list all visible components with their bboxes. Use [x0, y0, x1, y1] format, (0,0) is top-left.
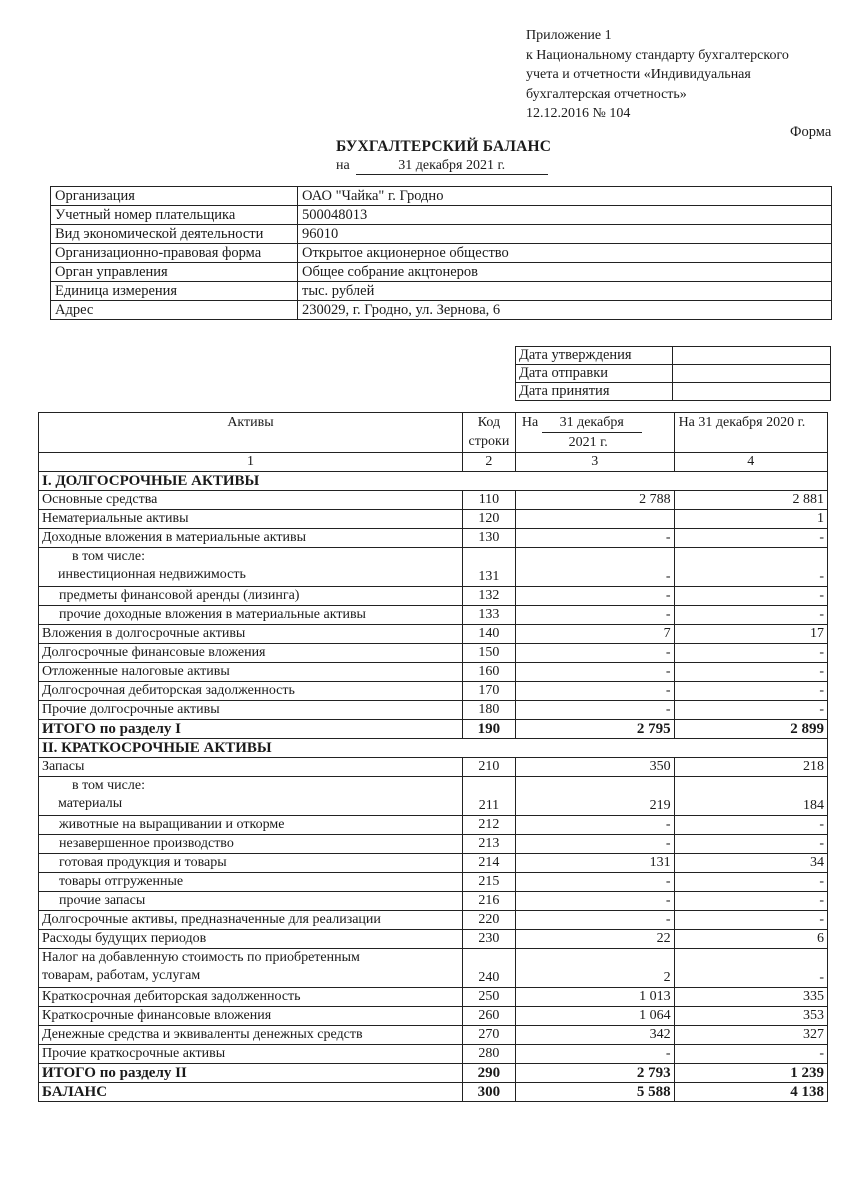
row-name: Краткосрочные финансовые вложения	[39, 1007, 463, 1026]
row-current: -	[515, 644, 674, 663]
row-current: 219	[515, 777, 674, 816]
row-previous: 6	[674, 930, 827, 949]
table-row	[39, 548, 828, 587]
date-prefix: на	[336, 158, 350, 173]
row-previous: 17	[674, 625, 827, 644]
date-value: 31 декабря 2021 г.	[356, 158, 548, 175]
row-name: ИТОГО по разделу II	[39, 1064, 463, 1083]
table-row	[39, 758, 828, 777]
header-previous-period: На 31 декабря 2020 г.	[674, 413, 827, 453]
dates-table	[515, 346, 831, 401]
row-current: -	[515, 873, 674, 892]
date-row	[516, 347, 831, 365]
row-previous: 335	[674, 988, 827, 1007]
row-name: Отложенные налоговые активы	[39, 663, 463, 682]
appendix-line: к Национальному стандарту бухгалтерского	[526, 47, 789, 63]
row-current: 5 588	[515, 1083, 674, 1102]
table-row	[39, 873, 828, 892]
row-code: 120	[463, 510, 516, 529]
row-current: -	[515, 663, 674, 682]
table-row	[39, 777, 828, 816]
appendix-line: бухгалтерская отчетность»	[526, 86, 687, 102]
row-previous: -	[674, 701, 827, 720]
row-code: 216	[463, 892, 516, 911]
org-label: Организационно-правовая форма	[51, 244, 298, 263]
row-current: -	[515, 606, 674, 625]
table-row	[39, 892, 828, 911]
form-label: Форма	[790, 124, 832, 140]
table-row	[39, 606, 828, 625]
row-previous: 34	[674, 854, 827, 873]
date-row	[516, 365, 831, 383]
row-previous: -	[674, 548, 827, 587]
row-previous: 2 899	[674, 720, 827, 739]
header-row	[39, 413, 828, 453]
row-current	[515, 510, 674, 529]
org-value: Общее собрание акцтонеров	[298, 263, 832, 282]
row-code: 160	[463, 663, 516, 682]
row-current: 2	[515, 949, 674, 988]
table-row	[39, 835, 828, 854]
row-name: Долгосрочные активы, предназначенные для реализации	[39, 911, 463, 930]
date-field	[673, 383, 831, 401]
row-code: 250	[463, 988, 516, 1007]
header-col3-year: 2021 г.	[568, 435, 608, 450]
section-1-title: I. ДОЛГОСРОЧНЫЕ АКТИВЫ	[39, 472, 828, 491]
row-code: 170	[463, 682, 516, 701]
row-name: прочие запасы	[39, 892, 463, 911]
header-col3-prefix: На	[521, 415, 539, 430]
org-label: Учетный номер плательщика	[51, 206, 298, 225]
row-name: Прочие долгосрочные активы	[39, 701, 463, 720]
row-name	[39, 949, 463, 988]
org-value: тыс. рублей	[298, 282, 832, 301]
row-current: -	[515, 835, 674, 854]
row-current: 131	[515, 854, 674, 873]
row-previous: -	[674, 911, 827, 930]
row-previous: -	[674, 1045, 827, 1064]
date-row	[516, 383, 831, 401]
row-name: Долгосрочная дебиторская задолженность	[39, 682, 463, 701]
row-previous: 218	[674, 758, 827, 777]
row-code: 212	[463, 816, 516, 835]
table-row	[39, 625, 828, 644]
row-code: 150	[463, 644, 516, 663]
row-name: Денежные средства и эквиваленты денежных средств	[39, 1026, 463, 1045]
org-row	[51, 187, 832, 206]
column-number: 3	[515, 453, 674, 472]
row-current: -	[515, 548, 674, 587]
row-current: 22	[515, 930, 674, 949]
row-previous: 1	[674, 510, 827, 529]
table-row	[39, 930, 828, 949]
org-value: Открытое акционерное общество	[298, 244, 832, 263]
org-value: ОАО "Чайка" г. Гродно	[298, 187, 832, 206]
column-numbers-row	[39, 453, 828, 472]
row-current: -	[515, 682, 674, 701]
row-code: 210	[463, 758, 516, 777]
row-code: 211	[463, 777, 516, 816]
total-row	[39, 1064, 828, 1083]
org-row	[51, 244, 832, 263]
table-row	[39, 510, 828, 529]
row-code: 110	[463, 491, 516, 510]
document-title: БУХГАЛТЕРСКИЙ БАЛАНС	[336, 138, 552, 155]
date-label: Дата принятия	[516, 383, 673, 401]
row-previous: -	[674, 529, 827, 548]
table-row	[39, 682, 828, 701]
column-number: 4	[674, 453, 827, 472]
row-current: 1 064	[515, 1007, 674, 1026]
balance-sheet-table	[38, 412, 828, 1102]
row-current: 2 788	[515, 491, 674, 510]
row-name: прочие доходные вложения в материальные активы	[39, 606, 463, 625]
section-header-row	[39, 472, 828, 491]
row-previous: 1 239	[674, 1064, 827, 1083]
table-row	[39, 1026, 828, 1045]
row-current: -	[515, 701, 674, 720]
row-name: ИТОГО по разделу I	[39, 720, 463, 739]
row-name: Расходы будущих периодов	[39, 930, 463, 949]
row-name	[39, 777, 463, 816]
row-name: Прочие краткосрочные активы	[39, 1045, 463, 1064]
org-label: Организация	[51, 187, 298, 206]
row-current: -	[515, 1045, 674, 1064]
org-label: Вид экономической деятельности	[51, 225, 298, 244]
row-previous: 4 138	[674, 1083, 827, 1102]
row-code: 180	[463, 701, 516, 720]
row-previous: 184	[674, 777, 827, 816]
org-row	[51, 282, 832, 301]
org-row	[51, 301, 832, 320]
row-name-text: инвестиционная недвижимость	[58, 567, 246, 582]
row-code: 230	[463, 930, 516, 949]
row-previous: -	[674, 892, 827, 911]
header-assets: Активы	[39, 413, 463, 453]
row-code: 240	[463, 949, 516, 988]
org-value: 230029, г. Гродно, ул. Зернова, 6	[298, 301, 832, 320]
table-row	[39, 491, 828, 510]
row-code: 130	[463, 529, 516, 548]
org-value: 500048013	[298, 206, 832, 225]
row-name: животные на выращивании и откорме	[39, 816, 463, 835]
org-label: Единица измерения	[51, 282, 298, 301]
row-current: 2 795	[515, 720, 674, 739]
row-previous: -	[674, 663, 827, 682]
date-field	[673, 347, 831, 365]
row-current: -	[515, 892, 674, 911]
org-label: Адрес	[51, 301, 298, 320]
balance-total-row	[39, 1083, 828, 1102]
appendix-line: Приложение 1	[526, 28, 612, 43]
row-code: 215	[463, 873, 516, 892]
row-code: 300	[463, 1083, 516, 1102]
row-name: Долгосрочные финансовые вложения	[39, 644, 463, 663]
appendix-line: учета и отчетности «Индивидуальная	[526, 67, 751, 82]
row-name: Основные средства	[39, 491, 463, 510]
row-code: 190	[463, 720, 516, 739]
row-code: 260	[463, 1007, 516, 1026]
row-name	[39, 548, 463, 587]
section-2-title: II. КРАТКОСРОЧНЫЕ АКТИВЫ	[39, 739, 828, 758]
column-number: 1	[39, 453, 463, 472]
row-code: 214	[463, 854, 516, 873]
table-row	[39, 854, 828, 873]
table-row	[39, 644, 828, 663]
appendix-line: 12.12.2016 № 104	[526, 106, 631, 121]
row-previous: -	[674, 606, 827, 625]
row-code: 220	[463, 911, 516, 930]
header-code-line2: строки	[468, 434, 510, 449]
row-name: Краткосрочная дебиторская задолженность	[39, 988, 463, 1007]
header-code	[463, 413, 516, 453]
row-name: предметы финансовой аренды (лизинга)	[39, 587, 463, 606]
row-previous: -	[674, 816, 827, 835]
row-name: Вложения в долгосрочные активы	[39, 625, 463, 644]
row-code: 213	[463, 835, 516, 854]
org-value: 96010	[298, 225, 832, 244]
table-row	[39, 911, 828, 930]
row-previous: -	[674, 682, 827, 701]
row-previous: 2 881	[674, 491, 827, 510]
column-number: 2	[463, 453, 516, 472]
table-row	[39, 1045, 828, 1064]
row-code: 132	[463, 587, 516, 606]
row-current: -	[515, 587, 674, 606]
table-row	[39, 587, 828, 606]
row-previous: -	[674, 587, 827, 606]
row-name: БАЛАНС	[39, 1083, 463, 1102]
appendix-reference	[526, 26, 789, 124]
row-name: готовая продукция и товары	[39, 854, 463, 873]
organization-info-table	[50, 186, 832, 320]
row-previous: 327	[674, 1026, 827, 1045]
row-name: Нематериальные активы	[39, 510, 463, 529]
table-row	[39, 816, 828, 835]
row-current: -	[515, 816, 674, 835]
including-label: в том числе:	[72, 549, 145, 564]
row-previous: -	[674, 644, 827, 663]
row-code: 140	[463, 625, 516, 644]
table-row	[39, 529, 828, 548]
row-name-line2: товарам, работам, услугам	[42, 968, 201, 983]
row-code: 270	[463, 1026, 516, 1045]
row-previous: -	[674, 873, 827, 892]
date-field	[673, 365, 831, 383]
org-row	[51, 263, 832, 282]
table-row	[39, 701, 828, 720]
row-code: 290	[463, 1064, 516, 1083]
row-previous: -	[674, 835, 827, 854]
row-current: -	[515, 529, 674, 548]
document-date	[336, 158, 548, 175]
row-current: 1 013	[515, 988, 674, 1007]
header-code-line1: Код	[477, 415, 501, 430]
row-code: 280	[463, 1045, 516, 1064]
header-current-period	[515, 413, 674, 453]
row-name: товары отгруженные	[39, 873, 463, 892]
row-code: 133	[463, 606, 516, 625]
row-current: 342	[515, 1026, 674, 1045]
org-row	[51, 225, 832, 244]
org-label: Орган управления	[51, 263, 298, 282]
row-previous: -	[674, 949, 827, 988]
row-current: 350	[515, 758, 674, 777]
table-row	[39, 663, 828, 682]
header-col3-date: 31 декабря	[542, 413, 642, 433]
section-header-row	[39, 739, 828, 758]
row-current: -	[515, 911, 674, 930]
total-row	[39, 720, 828, 739]
row-code: 131	[463, 548, 516, 587]
table-row	[39, 949, 828, 988]
row-name: Запасы	[39, 758, 463, 777]
row-previous: 353	[674, 1007, 827, 1026]
row-current: 2 793	[515, 1064, 674, 1083]
row-name-line1: Налог на добавленную стоимость по приобретенным	[42, 950, 360, 965]
row-name: незавершенное производство	[39, 835, 463, 854]
org-row	[51, 206, 832, 225]
row-name: Доходные вложения в материальные активы	[39, 529, 463, 548]
date-label: Дата утверждения	[516, 347, 673, 365]
table-row	[39, 988, 828, 1007]
row-current: 7	[515, 625, 674, 644]
including-label: в том числе:	[72, 778, 145, 793]
date-label: Дата отправки	[516, 365, 673, 383]
table-row	[39, 1007, 828, 1026]
row-name-text: материалы	[58, 796, 123, 811]
